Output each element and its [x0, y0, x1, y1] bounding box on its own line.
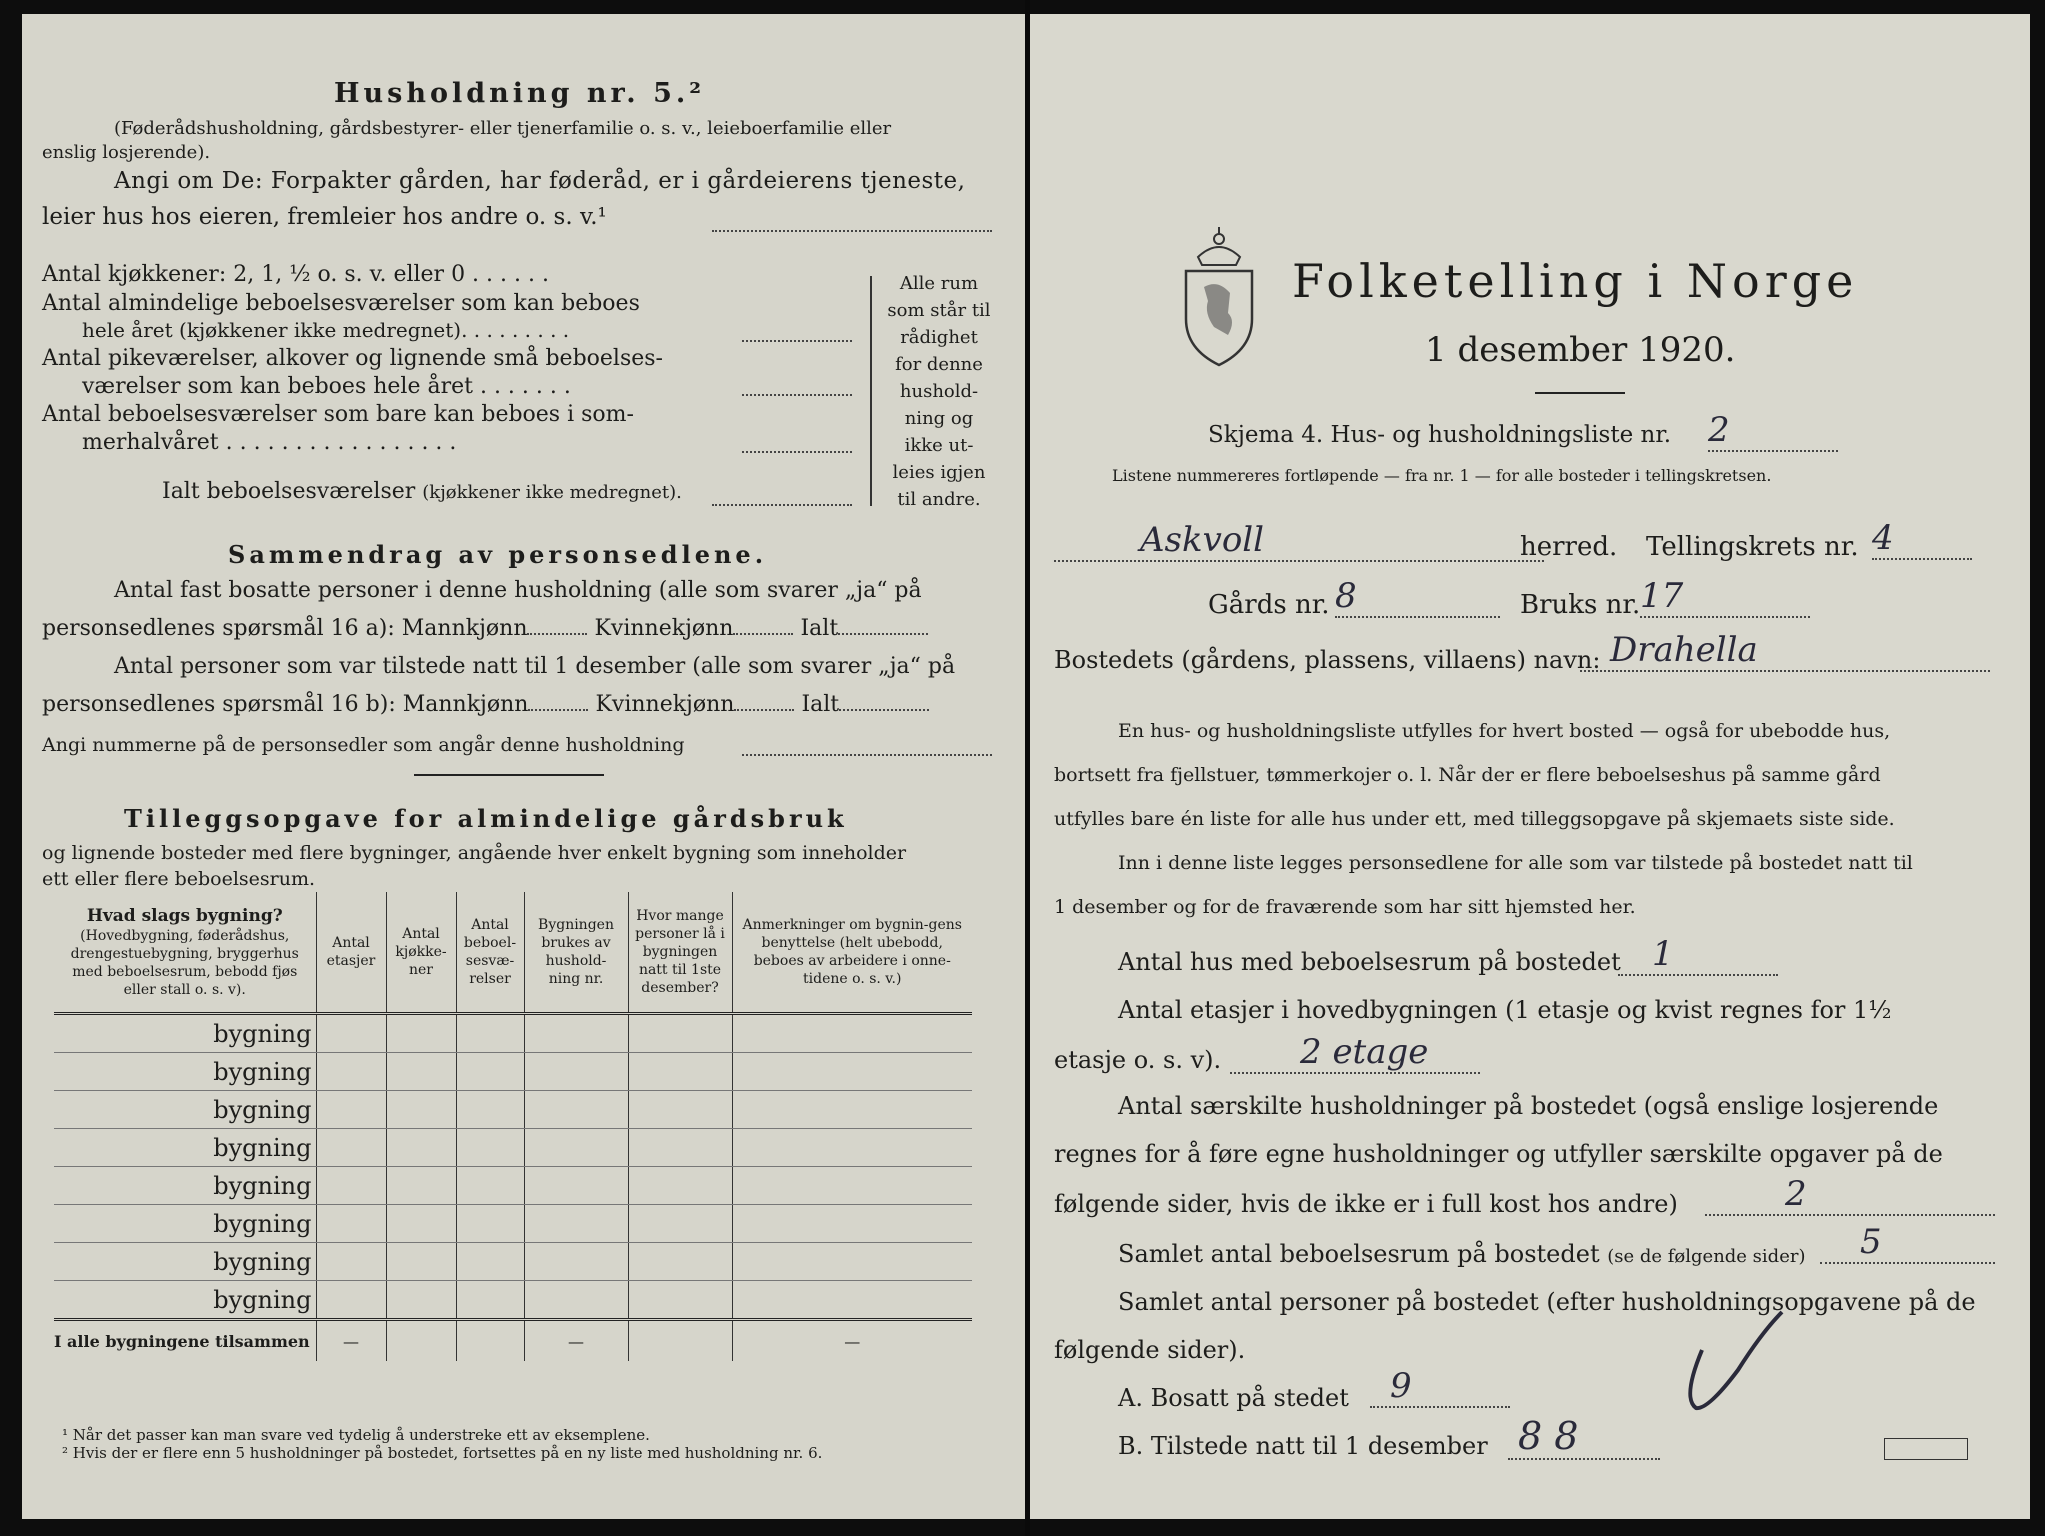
table-cell[interactable] — [628, 1129, 732, 1167]
table-row — [54, 1205, 972, 1243]
etasjer-line-1: Antal etasjer i hovedbygningen (1 etasje og kvist regnes for 1½ — [1118, 996, 1892, 1024]
angi-line-2: leier hus hos eieren, fremleier hos andre o. s. v.¹ — [42, 204, 607, 230]
rooms-brace — [870, 276, 872, 506]
table-cell[interactable] — [732, 1243, 972, 1281]
table-cell[interactable] — [386, 1053, 456, 1091]
ialt-label: Ialt beboelsesværelser (kjøkkener ikke medregnet). — [162, 479, 682, 504]
bosatt-label: A. Bosatt på stedet — [1118, 1384, 1349, 1412]
sarskilte-line-3: følgende sider, hvis de ikke er i full kost hos andre) — [1054, 1190, 1678, 1218]
alm-answer-line[interactable] — [742, 340, 852, 342]
building-type-cell[interactable]: bygning — [54, 1281, 316, 1320]
table-cell[interactable] — [386, 1167, 456, 1205]
table-row — [54, 1129, 972, 1167]
header-kjokkener: Antal kjøkke-ner — [386, 892, 456, 1014]
total-label: I alle bygningene tilsammen — [54, 1320, 316, 1362]
skjema-nr-field[interactable]: 2 — [1708, 410, 1838, 452]
table-cell[interactable] — [628, 1281, 732, 1320]
tilstede-label: B. Tilstede natt til 1 desember — [1118, 1432, 1488, 1460]
table-cell[interactable] — [628, 1014, 732, 1053]
header-building-type: Hvad slags bygning? (Hovedbygning, føderådshus, drengestuebygning, bryggerhus med beboelsesrum, bebodd fjøs eller stall o. s. v). — [54, 892, 316, 1014]
left-page — [22, 14, 1025, 1519]
header-anmerkninger: Anmerkninger om bygnin-gens benyttelse (helt ubebodd, beboes av arbeidere i onne-tidene o. s. v.) — [732, 892, 972, 1014]
table-cell[interactable] — [628, 1167, 732, 1205]
table-row — [54, 1014, 972, 1053]
household-title: Husholdning nr. 5.² — [334, 78, 706, 109]
table-cell[interactable] — [524, 1281, 628, 1320]
samlet-rum-field[interactable]: 5 — [1820, 1222, 1995, 1264]
p1-line-3: utfylles bare én liste for alle hus under ett, med tilleggsopgave på skjemaets siste side. — [1054, 808, 1895, 830]
sammendrag-2-line-2: personsedlenes spørsmål 16 b): Mannkjønn Kvinnekjønn Ialt — [42, 692, 929, 717]
table-cell[interactable] — [316, 1243, 386, 1281]
ialt-answer-line[interactable] — [712, 504, 852, 506]
table-cell[interactable] — [732, 1091, 972, 1129]
building-type-cell[interactable]: bygning — [54, 1129, 316, 1167]
header-husholdning-nr: Bygningen brukes av hushold-ning nr. — [524, 892, 628, 1014]
sammendrag-2-line-1: Antal personer som var tilstede natt til 1 desember (alle som svarer „ja“ på — [114, 654, 956, 679]
table-cell[interactable] — [628, 1053, 732, 1091]
sammendrag-1-line-2: personsedlenes spørsmål 16 a): Mannkjønn Kvinnekjønn Ialt — [42, 616, 928, 641]
header-beboelsesvaerelser: Antal beboel-sesvæ-relser — [456, 892, 524, 1014]
tilstede-field[interactable]: 8 8 — [1508, 1414, 1660, 1460]
brace-note: Alle rum som står til rådighet for denne hushold- ning og ikke ut- leies igjen til andre. — [887, 273, 991, 510]
herred-label: herred. — [1520, 532, 1618, 562]
table-cell[interactable] — [732, 1205, 972, 1243]
total-husholdning: — — [524, 1320, 628, 1362]
table-cell[interactable] — [732, 1129, 972, 1167]
sommer-label-1: Antal beboelsesværelser som bare kan beboes i som- — [42, 402, 634, 427]
bosted-label: Bostedets (gårdens, plassens, villaens) navn: — [1054, 646, 1601, 674]
table-cell[interactable] — [456, 1205, 524, 1243]
table-cell[interactable] — [456, 1129, 524, 1167]
printer-stamp — [1884, 1438, 1968, 1460]
nummerne-answer-line[interactable] — [742, 754, 992, 756]
bruks-nr-field[interactable]: 17 — [1640, 576, 1810, 618]
sarskilte-line-2: regnes for å føre egne husholdninger og utfyller særskilte opgaver på de — [1054, 1140, 1943, 1168]
table-cell[interactable] — [386, 1205, 456, 1243]
total-personer[interactable] — [628, 1320, 732, 1362]
table-cell[interactable] — [732, 1053, 972, 1091]
p1-line-1: En hus- og husholdningsliste utfylles for hvert bosted — også for ubebodde hus, — [1118, 720, 1891, 742]
total-vaerelser[interactable] — [456, 1320, 524, 1362]
table-row — [54, 1167, 972, 1205]
tillegg-title: Tilleggsopgave for almindelige gårdsbruk — [124, 804, 848, 833]
building-type-cell[interactable]: bygning — [54, 1053, 316, 1091]
tellingskrets-label: Tellingskrets nr. — [1646, 532, 1859, 562]
table-cell[interactable] — [316, 1091, 386, 1129]
gards-label: Gårds nr. — [1208, 590, 1330, 620]
etasjer-field[interactable]: 2 etage — [1230, 1032, 1480, 1074]
table-row — [54, 1243, 972, 1281]
bruks-label: Bruks nr. — [1520, 590, 1641, 620]
pike-answer-line[interactable] — [742, 394, 852, 396]
p2-line-2: 1 desember og for de fraværende som har sitt hjemsted her. — [1054, 896, 1636, 918]
bosted-field[interactable]: Drahella — [1580, 630, 1990, 672]
sarskilte-line-1: Antal særskilte husholdninger på bostedet (også enslige losjerende — [1118, 1092, 1939, 1120]
gards-nr-field[interactable]: 8 — [1335, 576, 1500, 618]
hus-label: Antal hus med beboelsesrum på bostedet — [1118, 948, 1621, 976]
footnote-1: ¹ Når det passer kan man svare ved tydelig å understreke ett av eksemplene. — [62, 1426, 650, 1444]
building-type-cell[interactable]: bygning — [54, 1167, 316, 1205]
building-table — [54, 892, 972, 1361]
table-row — [54, 1091, 972, 1129]
herred-field[interactable]: Askvoll — [1054, 520, 1544, 562]
building-type-cell[interactable]: bygning — [54, 1243, 316, 1281]
kjokkener-label: Antal kjøkkener: 2, 1, ½ o. s. v. eller 0 . . . . . . — [42, 262, 549, 287]
checkmark-icon — [1678, 1310, 1798, 1420]
census-date: 1 desember 1920. — [1425, 330, 1736, 370]
table-cell[interactable] — [386, 1129, 456, 1167]
table-cell[interactable] — [316, 1129, 386, 1167]
table-cell[interactable] — [316, 1167, 386, 1205]
building-type-cell[interactable]: bygning — [54, 1205, 316, 1243]
sommer-label-2: merhalvåret . . . . . . . . . . . . . . . . . — [82, 430, 457, 455]
table-cell[interactable] — [316, 1053, 386, 1091]
table-cell[interactable] — [524, 1129, 628, 1167]
samlet-rum-label: Samlet antal beboelsesrum på bostedet (se de følgende sider) — [1118, 1240, 1806, 1268]
table-cell[interactable] — [456, 1243, 524, 1281]
samlet-personer-line-2: følgende sider). — [1054, 1336, 1246, 1364]
table-cell[interactable] — [456, 1281, 524, 1320]
table-cell[interactable] — [316, 1014, 386, 1053]
pikevaerelser-label-1: Antal pikeværelser, alkover og lignende små beboelses- — [42, 346, 663, 371]
table-cell[interactable] — [386, 1281, 456, 1320]
table-cell[interactable] — [316, 1281, 386, 1320]
table-cell[interactable] — [524, 1053, 628, 1091]
table-cell[interactable] — [316, 1205, 386, 1243]
almindelige-label-2: hele året (kjøkkener ikke medregnet). . . . . . . . . — [82, 318, 570, 342]
sammendrag-title: Sammendrag av personsedlene. — [228, 540, 768, 569]
hus-field[interactable]: 1 — [1618, 934, 1778, 976]
tillegg-line-2: ett eller flere beboelsesrum. — [42, 868, 316, 890]
nummerne-label: Angi nummerne på de personsedler som angår denne husholdning — [42, 734, 685, 756]
table-cell[interactable] — [524, 1243, 628, 1281]
table-cell[interactable] — [456, 1091, 524, 1129]
table-cell[interactable] — [628, 1091, 732, 1129]
table-cell[interactable] — [456, 1014, 524, 1053]
total-kjokkener[interactable] — [386, 1320, 456, 1362]
total-anmerkninger: — — [732, 1320, 972, 1362]
building-type-cell[interactable]: bygning — [54, 1014, 316, 1053]
table-row — [54, 1053, 972, 1091]
pikevaerelser-label-2: værelser som kan beboes hele året . . . . . . . — [82, 374, 571, 399]
table-cell[interactable] — [386, 1091, 456, 1129]
sammendrag-1-line-1: Antal fast bosatte personer i denne husholdning (alle som svarer „ja“ på — [114, 578, 922, 603]
sarskilte-field[interactable]: 2 — [1705, 1174, 1995, 1216]
p1-line-2: bortsett fra fjellstuer, tømmerkojer o. l. Når der er flere beboelseshus på samme gård — [1054, 764, 1881, 786]
table-cell[interactable] — [524, 1014, 628, 1053]
household-subtitle: (Føderådshusholdning, gårdsbestyrer- eller tjenerfamilie o. s. v., leieboerfamilie eller — [114, 118, 892, 139]
right-page — [1030, 14, 2030, 1519]
samlet-personer-line-1: Samlet antal personer på bostedet (efter husholdningsopgavene på de — [1118, 1288, 1976, 1316]
header-etasjer: Antal etasjer — [316, 892, 386, 1014]
table-cell[interactable] — [386, 1014, 456, 1053]
header-personer: Hvor mange personer lå i bygningen natt til 1ste desember? — [628, 892, 732, 1014]
table-cell[interactable] — [732, 1014, 972, 1053]
skjema-label: Skjema 4. Hus- og husholdningsliste nr. — [1208, 422, 1672, 448]
section-divider — [414, 774, 604, 776]
table-cell[interactable] — [524, 1205, 628, 1243]
table-cell[interactable] — [732, 1281, 972, 1320]
total-etasjer: — — [316, 1320, 386, 1362]
table-cell[interactable] — [628, 1243, 732, 1281]
bosatt-field[interactable]: 9 — [1370, 1366, 1510, 1408]
building-type-cell[interactable]: bygning — [54, 1091, 316, 1129]
household-subtitle-2: enslig losjerende). — [42, 142, 211, 163]
angi-answer-line[interactable] — [712, 230, 992, 232]
sommer-answer-line[interactable] — [742, 451, 852, 453]
listene-note: Listene nummereres fortløpende — fra nr. 1 — for alle bosteder i tellingskretsen. — [1112, 466, 1772, 485]
norway-coat-of-arms-icon — [1178, 209, 1260, 369]
table-cell[interactable] — [456, 1053, 524, 1091]
angi-line-1: Angi om De: Forpakter gården, har føderåd, er i gårdeierens tjeneste, — [114, 168, 966, 194]
table-cell[interactable] — [524, 1091, 628, 1129]
table-cell[interactable] — [732, 1167, 972, 1205]
tillegg-line-1: og lignende bosteder med flere bygninger, angående hver enkelt bygning som inneholder — [42, 842, 907, 864]
table-cell[interactable] — [524, 1167, 628, 1205]
table-cell[interactable] — [456, 1167, 524, 1205]
title-divider — [1535, 392, 1625, 394]
almindelige-label-1: Antal almindelige beboelsesværelser som kan beboes — [42, 291, 640, 316]
census-title: Folketelling i Norge — [1292, 254, 1859, 308]
table-row — [54, 1281, 972, 1320]
table-cell[interactable] — [628, 1205, 732, 1243]
p2-line-1: Inn i denne liste legges personsedlene for alle som var tilstede på bostedet natt til — [1118, 852, 1913, 874]
footnote-2: ² Hvis der er flere enn 5 husholdninger på bostedet, fortsettes på en ny liste med husholdning nr. 6. — [62, 1444, 823, 1462]
table-cell[interactable] — [386, 1243, 456, 1281]
etasjer-line-2: etasje o. s. v). — [1054, 1046, 1222, 1074]
tellingskrets-field[interactable]: 4 — [1872, 518, 1972, 560]
